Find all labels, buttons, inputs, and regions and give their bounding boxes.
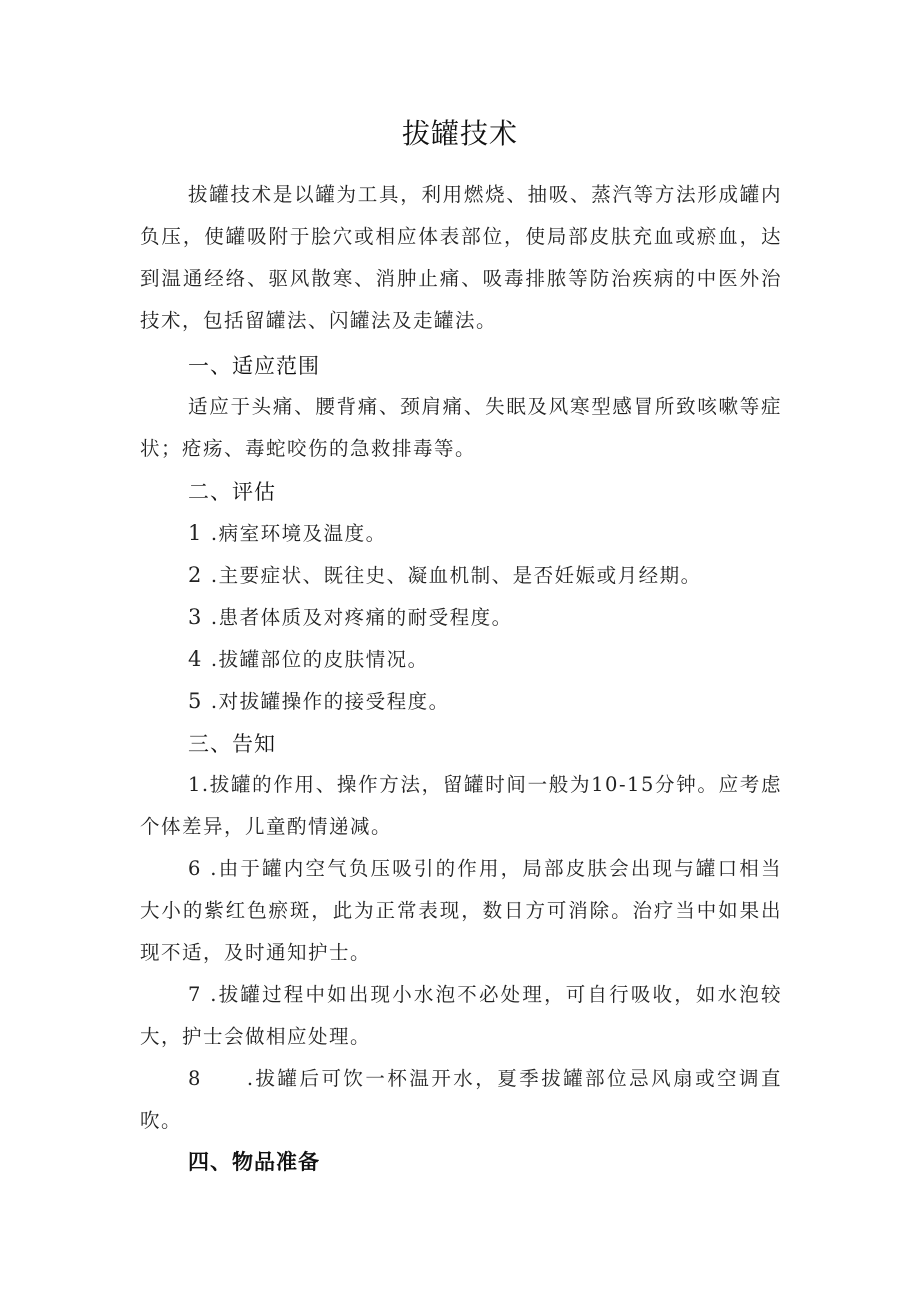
item-text: .患者体质及对疼痛的耐受程度。 <box>210 606 513 629</box>
section-heading-supplies: 四、物品准备 <box>188 1150 320 1174</box>
notification-paragraph: 7 .拔罐过程中如出现小水泡不必处理，可自行吸收，如水泡较大，护士会做相应处理。 <box>140 983 782 1048</box>
intro-paragraph: 拔罐技术是以罐为工具，利用燃烧、抽吸、蒸汽等方法形成罐内负压，使罐吸附于脍穴或相应体表部位，使局部皮肤充血或瘀血，达到温通经络、驱风散寒、消肿止痛、吸毒排脓等防治疾病的中医外治技术，包括留罐法、闪罐法及走罐法。 <box>140 183 782 332</box>
assessment-item <box>188 518 387 546</box>
item-number: 4 <box>188 647 203 671</box>
assessment-item <box>188 602 513 630</box>
item-text: .病室环境及温度。 <box>210 522 387 545</box>
indications-paragraph: 适应于头痛、腰背痛、颈肩痛、失眠及风寒型感冒所致咳嗽等症状；疮疡、毒蛇咬伤的急救排毒等。 <box>140 395 782 460</box>
section-heading-notification: 三、告知 <box>188 732 276 756</box>
document-title: 拔罐技术 <box>401 117 518 150</box>
item-text: .对拔罐操作的接受程度。 <box>210 690 450 713</box>
assessment-item <box>188 686 450 714</box>
item-number: 3 <box>188 605 203 629</box>
notification-paragraph: 8 .拔罐后可饮一杯温开水，夏季拔罐部位忌风扇或空调直吹。 <box>140 1067 782 1132</box>
notification-paragraph: 1.拔罐的作用、操作方法，留罐时间一般为10-15分钟。应考虑个体差异，儿童酌情递减。 <box>140 773 782 838</box>
item-number: 5 <box>188 689 203 713</box>
item-number: 1 <box>188 521 203 545</box>
section-heading-assessment: 二、评估 <box>188 480 276 504</box>
assessment-item <box>188 644 429 672</box>
item-number: 2 <box>188 563 203 587</box>
notification-paragraph: 6 .由于罐内空气负压吸引的作用，局部皮肤会出现与罐口相当大小的紫红色瘀斑，此为正常表现，数日方可消除。治疗当中如果出现不适，及时通知护士。 <box>140 857 782 964</box>
item-text: .拔罐部位的皮肤情况。 <box>210 648 429 671</box>
section-heading-indications: 一、适应范围 <box>188 354 320 378</box>
assessment-item <box>188 560 702 588</box>
item-text: .主要症状、既往史、凝血机制、是否妊娠或月经期。 <box>210 564 702 587</box>
